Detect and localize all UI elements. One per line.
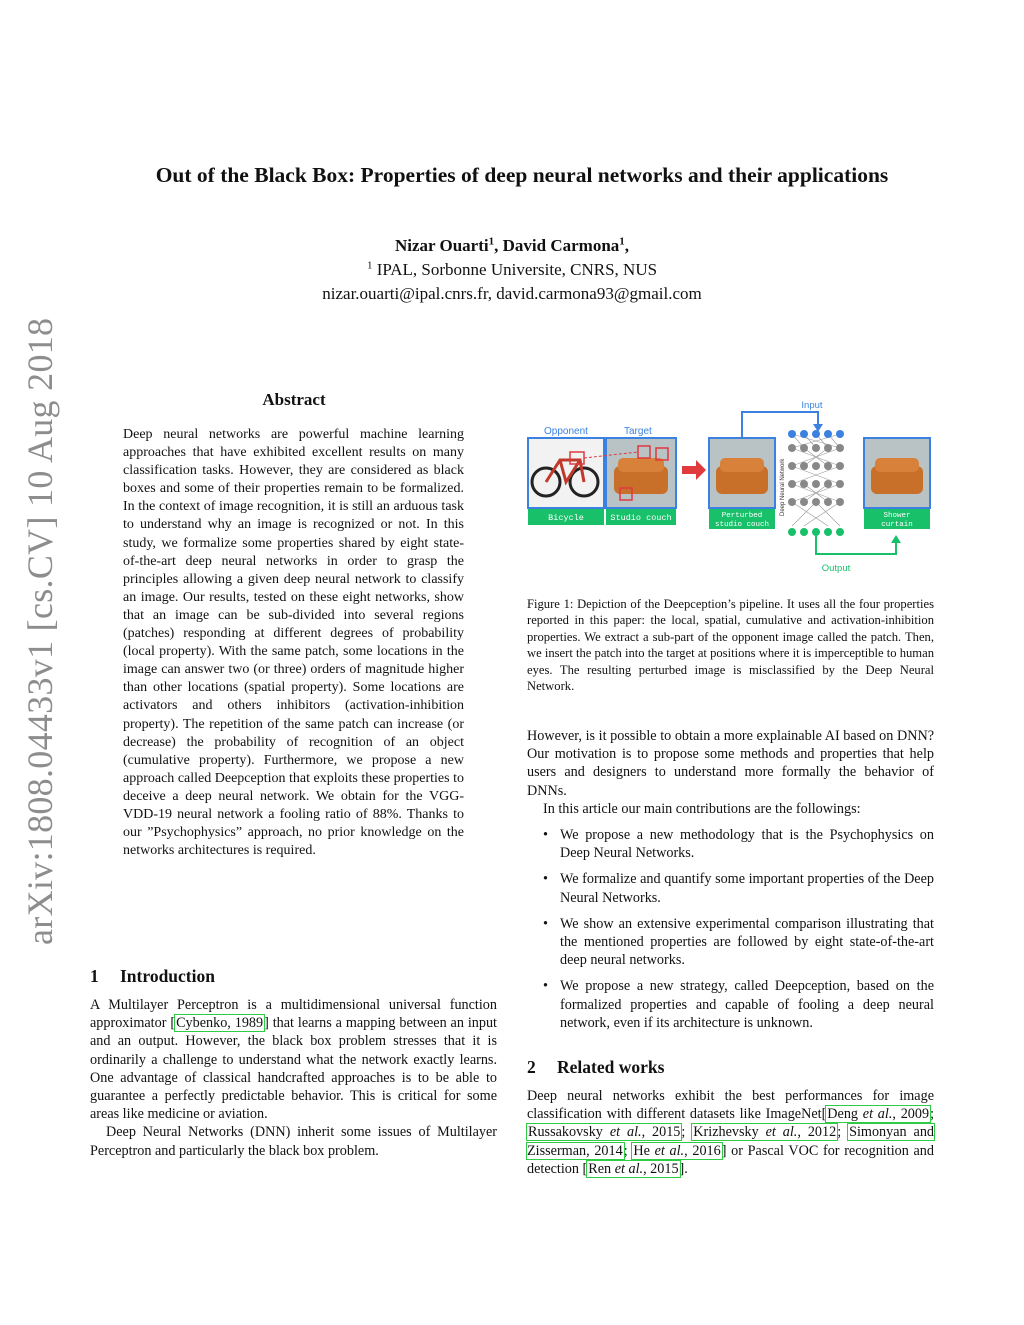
result-couch-image: [864, 438, 930, 508]
author-affil-mark: 1: [619, 235, 625, 248]
cite-etal: et al.: [654, 1142, 685, 1159]
arxiv-identifier: arXiv:1808.04433v1 [cs.CV] 10 Aug 2018: [20, 317, 60, 945]
label-input: Input: [801, 400, 823, 411]
perturbed-couch-image: [709, 438, 775, 508]
right-column-intro: [527, 727, 934, 818]
cite-etal: et al.: [614, 1160, 644, 1177]
section-title: Related works: [557, 1057, 665, 1077]
cite-etal: et al.: [765, 1124, 798, 1141]
text-run: ] that learns a mapping between an input and an output. However, the black box problem stresses that it is ordinarily a challenge to understand what the network exactly learns. One advantage of classical handcrafted approaches is to be able to guarantee a perfectly predictable behavior. This is critical for some areas like medicine or aviation.: [90, 1015, 497, 1123]
cite-etal: et al.: [609, 1124, 642, 1141]
paper-title: Out of the Black Box: Properties of deep neural networks and their applications: [155, 163, 889, 187]
red-arrow-icon: [682, 460, 706, 480]
paragraph: [527, 1087, 934, 1178]
authors: [0, 234, 1024, 258]
citation-link[interactable]: [527, 1124, 681, 1140]
neural-network-icon: [788, 430, 844, 536]
section-title: Introduction: [120, 966, 215, 986]
pipeline-diagram: [526, 396, 936, 578]
tag-shower-line1: Shower: [883, 512, 911, 520]
section-number: 2: [527, 1057, 536, 1077]
output-arrow: [816, 536, 896, 554]
citation-link[interactable]: [632, 1143, 721, 1159]
citation-link[interactable]: [587, 1161, 679, 1177]
text-run: ;: [930, 1106, 935, 1123]
cite-author: Deng: [827, 1106, 863, 1123]
section-heading-introduction: [90, 966, 215, 987]
text-run: ;: [681, 1124, 693, 1141]
contributions-list: [527, 826, 934, 1040]
affiliation-text: IPAL, Sorbonne Universite, CNRS, NUS: [372, 260, 658, 279]
author-name: David Carmona: [502, 236, 620, 255]
cite-author: Ren: [588, 1160, 615, 1177]
list-item: • We formalize and quantify some important properties of the Deep Neural Networks.: [527, 870, 934, 906]
cite-etal: et al.: [862, 1106, 893, 1123]
label-deep-neural-network: Deep Neural Network: [780, 458, 786, 516]
author-separator: ,: [494, 236, 503, 255]
cite-year: , 2016: [684, 1142, 721, 1159]
text-run: A Multilayer Perceptron is a multidimensional universal function approximator [: [90, 997, 497, 1032]
cite-year: , 2015: [643, 1160, 679, 1177]
author-affil-mark: 1: [488, 235, 495, 248]
citation-link[interactable]: [692, 1124, 837, 1140]
cite-author: Russakovsky: [528, 1124, 610, 1141]
paragraph: In this article our main contributions are the followings:: [543, 800, 861, 817]
cite-author: Krizhevsky: [693, 1124, 766, 1141]
text-run: ] or Pascal VOC for recognition and detection [: [527, 1142, 934, 1177]
introduction-body: [90, 996, 497, 1160]
figure-caption: Figure 1: Depiction of the Deepception’s pipeline. It uses all the four properties reported in this paper: the local, spatial, cumulative and activation-inhibition properties. We extract a sub-part of the opponent image called the patch. Then, we insert the patch into the target at positions where it is imperceptible to human eyes. The resulting perturbed image is misclassified by the Deep Neural Network.: [527, 597, 934, 694]
tag-bicycle: Bicycle: [548, 513, 584, 523]
text-run: Deep neural networks exhibit the best performances for image classification with different datasets like ImageNet[: [527, 1088, 934, 1123]
abstract-text: Deep neural networks are powerful machine learning approaches that have exhibited excellent results on many classification tasks. However, they are considered as black boxes and some of their properties remain to be formalized. In the context of image recognition, it is still an arduous task to understand why an image is recognized or not. In this study, we formalize some properties shared by eight state-of-the-art deep neural networks in order to grasp the principles allowing a given deep neural network to classify an image. Our results, tested on these eight networks, show that an image can be sub-divided into several regions (patches) responding at different degrees of probability (local property). With the same patch, some locations in the image can answer two (or three) orders of magnitude higher than other locations (spatial property). Some locations are activators and others inhibitors (activation-inhibition property). The repetition of the same patch can increase (or decrease) the probability of recognition of an object (cumulative property). Furthermore, we propose a new approach called Deepception that exploits these properties to deceive a deep neural network. We obtain for the VGG-VDD-19 neural network a fooling ratio of 88%. Thanks to our ”Psychophysics” approach, no prior knowledge on the networks architectures is required.: [123, 427, 464, 859]
text-run: ;: [623, 1142, 633, 1159]
author-end: ,: [624, 236, 630, 255]
section-heading-related-works: [527, 1057, 664, 1078]
text-run: ].: [679, 1160, 688, 1177]
section-number: 1: [90, 966, 99, 986]
cite-year: , 2015: [641, 1124, 681, 1141]
list-item: • We propose a new strategy, called Deepception, based on the formalized properties and capable of fooling a deep neural network, even if its architecture is unknown.: [527, 977, 934, 1032]
tag-perturbed-line2: studio couch: [714, 521, 770, 529]
abstract-heading: Abstract: [262, 390, 326, 409]
author-emails: nizar.ouarti@ipal.cnrs.fr, david.carmona93@gmail.com: [322, 284, 702, 303]
target-couch-image: [606, 438, 676, 508]
paragraph: However, is it possible to obtain a more explainable AI based on DNN? Our motivation is to propose some methods and properties that help users and designers to understand more formally the behavior of DNNs.: [527, 728, 934, 799]
citation-link[interactable]: Cybenko, 1989: [176, 1015, 264, 1032]
list-item: • We show an extensive experimental comparison illustrating that the mentioned properties are followed by eight state-of-the-art deep neural networks.: [527, 915, 934, 970]
paragraph: [90, 996, 497, 1123]
author-name: Nizar Ouarti: [394, 236, 489, 255]
text-run: ;: [837, 1124, 849, 1141]
bicycle-image: [528, 438, 604, 508]
cite-author: He: [633, 1142, 655, 1159]
citation-link[interactable]: [826, 1106, 930, 1122]
cite-year: , 2009: [892, 1106, 930, 1123]
tag-shower-line2: curtain: [881, 521, 913, 529]
affiliation: [0, 258, 1024, 282]
related-works-body: [527, 1087, 934, 1178]
citation-link[interactable]: Simonyan and Zisserman, 2014: [527, 1124, 935, 1159]
figure-deepception-pipeline: [526, 396, 936, 578]
cite-year: , 2012: [797, 1124, 837, 1141]
tag-perturbed-line1: Perturbed: [721, 512, 763, 520]
affil-mark: 1: [366, 259, 373, 272]
tag-studio-couch: Studio couch: [610, 513, 672, 523]
label-output: Output: [821, 563, 851, 574]
label-target: Target: [624, 426, 652, 437]
list-item: • We propose a new methodology that is the Psychophysics on Deep Neural Networks.: [527, 826, 934, 862]
label-opponent: Opponent: [544, 426, 588, 437]
paragraph: Deep Neural Networks (DNN) inherit some issues of Multilayer Perceptron and particularly the black box problem.: [90, 1124, 497, 1159]
